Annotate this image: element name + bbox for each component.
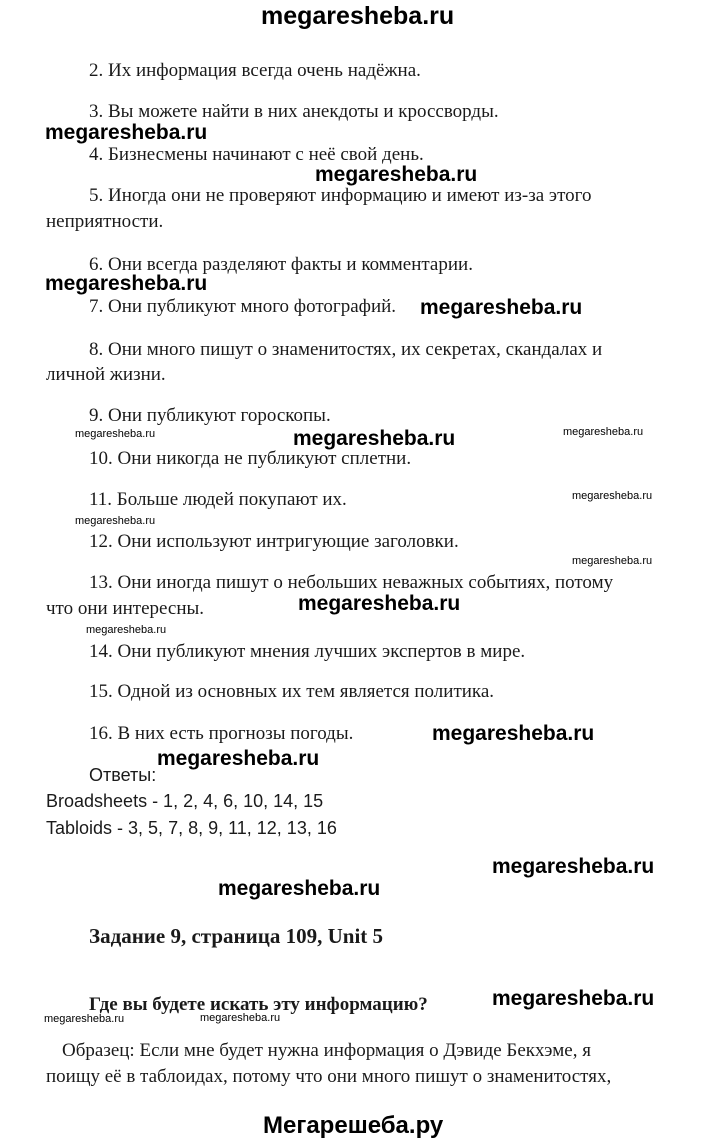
answers-broadsheets: Broadsheets - 1, 2, 4, 6, 10, 14, 15: [46, 791, 324, 811]
answers-tabloids: Tabloids - 3, 5, 7, 8, 9, 11, 12, 13, 16: [46, 818, 337, 838]
list-item: неприятности.: [46, 211, 164, 232]
watermark: megaresheba.ru: [218, 877, 381, 900]
watermark: megaresheba.ru: [420, 296, 583, 319]
watermark: megaresheba.ru: [572, 555, 653, 567]
list-item: личной жизни.: [46, 364, 166, 385]
header-watermark: megaresheba.ru: [261, 2, 455, 30]
list-item: 16. В них есть прогнозы погоды.: [89, 723, 354, 744]
list-item: 8. Они много пишут о знаменитостях, их секретах, скандалах и: [89, 339, 603, 360]
watermark: megaresheba.ru: [492, 987, 655, 1010]
task-example-line: поищу её в таблоидах, потому что они много пишут о знаменитостях,: [46, 1066, 612, 1087]
task-example-line: Образец: Если мне будет нужна информация о Дэвиде Бекхэме, я: [62, 1040, 591, 1061]
footer-brand: Мегарешеба.ру: [263, 1112, 444, 1139]
watermark: megaresheba.ru: [75, 515, 156, 527]
watermark: megaresheba.ru: [432, 722, 595, 745]
watermark: megaresheba.ru: [157, 747, 320, 770]
watermark: megaresheba.ru: [44, 1013, 125, 1025]
list-item: 3. Вы можете найти в них анекдоты и кроссворды.: [89, 101, 499, 122]
list-item: 13. Они иногда пишут о небольших неважных событиях, потому: [89, 572, 614, 593]
list-item: 9. Они публикуют гороскопы.: [89, 405, 331, 426]
list-item: 10. Они никогда не публикуют сплетни.: [89, 448, 412, 469]
list-item: 12. Они используют интригующие заголовки.: [89, 531, 459, 552]
watermark: megaresheba.ru: [315, 163, 478, 186]
list-item: 2. Их информация всегда очень надёжна.: [89, 60, 421, 81]
list-item: 6. Они всегда разделяют факты и комментарии.: [89, 254, 473, 275]
list-item: что они интересны.: [46, 598, 205, 619]
list-item: 15. Одной из основных их тем является политика.: [89, 681, 495, 702]
answers-label: Ответы:: [89, 765, 157, 785]
list-item: 11. Больше людей покупают их.: [89, 489, 347, 510]
watermark: megaresheba.ru: [492, 855, 655, 878]
list-item: 5. Иногда они не проверяют информацию и имеют из-за этого: [89, 185, 592, 206]
watermark: megaresheba.ru: [572, 490, 653, 502]
task-question: Где вы будете искать эту информацию?: [89, 994, 428, 1015]
watermark: megaresheba.ru: [45, 121, 208, 144]
watermark: megaresheba.ru: [298, 592, 461, 615]
watermark: megaresheba.ru: [75, 428, 156, 440]
watermark: megaresheba.ru: [563, 426, 644, 438]
watermark: megaresheba.ru: [293, 427, 456, 450]
watermark: megaresheba.ru: [86, 624, 167, 636]
list-item: 4. Бизнесмены начинают с неё свой день.: [89, 144, 424, 165]
watermark: megaresheba.ru: [200, 1012, 281, 1024]
task-title: Задание 9, страница 109, Unit 5: [89, 924, 384, 948]
list-item: 14. Они публикуют мнения лучших экспертов в мире.: [89, 641, 526, 662]
watermark: megaresheba.ru: [45, 272, 208, 295]
list-item: 7. Они публикуют много фотографий.: [89, 296, 397, 317]
